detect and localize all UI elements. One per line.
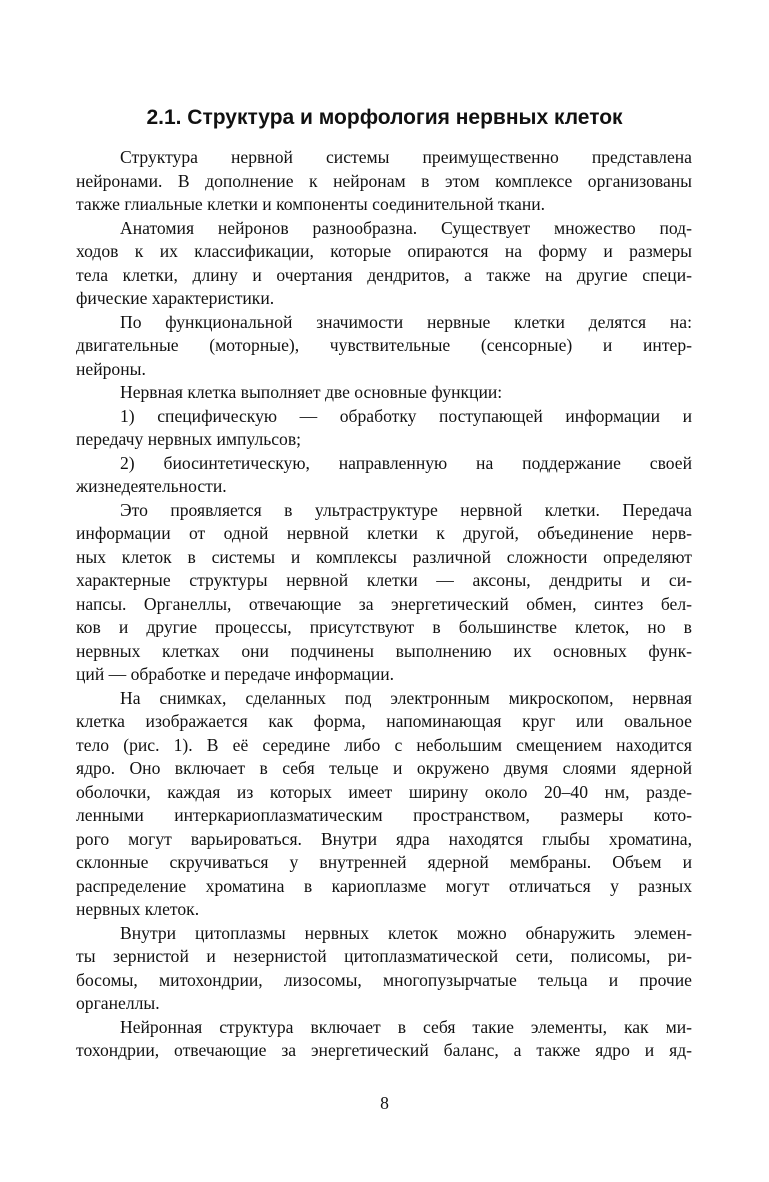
text-line: тохондрии, отвечающие за энергетический баланс, а также ядро и яд- [76, 1040, 692, 1060]
text-line: Нейронная структура включает в себя такие элементы, как ми- [120, 1016, 692, 1037]
text-line: оболочки, каждая из которых имеет ширину около 20–40 нм, разде- [76, 781, 692, 802]
text-line: ленными интеркариоплазматическим пространством, размеры кото- [76, 805, 692, 825]
text-line: Это проявляется в ультраструктуре нервной клетки. Передача [120, 499, 692, 520]
text-line: передачу нервных импульсов; [76, 429, 302, 449]
text-line: нейронами. В дополнение к нейронам в этом комплексе организованы [76, 170, 692, 191]
text-line: ходов к их классификации, которые опираются на форму и размеры [76, 241, 692, 261]
text-line: Внутри цитоплазмы нервных клеток можно обнаружить элемен- [120, 922, 692, 943]
text-line: фические характеристики. [76, 288, 275, 308]
text-line: нервных клеток. [76, 899, 200, 919]
text-line: нейроны. [76, 358, 146, 379]
text-line: тела клетки, длину и очертания дендритов, а также на другие специ- [76, 264, 692, 285]
text-line: рого могут варьироваться. Внутри ядра находятся глыбы хроматина, [76, 828, 692, 849]
section-heading: 2.1. Структура и морфология нервных клеток [146, 106, 623, 129]
text-line: Нервная клетка выполняет две основные функции: [120, 382, 503, 402]
text-line: ных клеток в системы и комплексы различной сложности определяют [76, 546, 692, 567]
text-line: босомы, митохондрии, лизосомы, многопузырчатые тельца и прочие [76, 969, 692, 990]
text-line: ков и другие процессы, присутствуют в большинстве клеток, но в [76, 617, 692, 637]
text-line: распределение хроматина в кариоплазме могут отличаться у разных [76, 875, 692, 896]
text-line: ядро. Оно включает в себя тельце и окружено двумя слоями ядерной [76, 758, 692, 778]
text-line: тело (рис. 1). В её середине либо с небольшим смещением находится [76, 734, 692, 755]
body-text [76, 146, 692, 1063]
text-line: склонные скручиваться у внутренней ядерной мембраны. Объем и [76, 852, 692, 872]
text-line: двигательные (моторные), чувствительные (сенсорные) и интер- [76, 335, 692, 355]
text-line: органеллы. [76, 993, 160, 1013]
text-line: клетка изображается как форма, напоминающая круг или овальное [76, 711, 692, 731]
text-line: жизнедеятельности. [76, 476, 227, 496]
text-line: ты зернистой и незернистой цитоплазматической сети, полисомы, ри- [76, 946, 692, 966]
text-line: Структура нервной системы преимущественно представлена [120, 147, 692, 167]
text-line: характерные структуры нервной клетки — аксоны, дендриты и си- [76, 570, 692, 590]
text-line: также глиальные клетки и компоненты соединительной ткани. [76, 194, 546, 214]
text-line: напсы. Органеллы, отвечающие за энергетический обмен, синтез бел- [76, 593, 692, 614]
page-number: 8 [380, 1093, 389, 1113]
text-line: 1) специфическую — обработку поступающей информации и [120, 405, 692, 426]
text-line: Анатомия нейронов разнообразна. Существует множество под- [120, 217, 692, 238]
text-line: 2) биосинтетическую, направленную на поддержание своей [120, 452, 692, 473]
text-line: По функциональной значимости нервные клетки делятся на: [120, 311, 692, 332]
text-line: На снимках, сделанных под электронным микроскопом, нервная [120, 687, 692, 708]
text-line: нервных клетках они подчинены выполнению их основных функ- [76, 640, 692, 661]
text-line: информации от одной нервной клетки к другой, объединение нерв- [76, 523, 692, 543]
text-line: ций — обработке и передаче информации. [76, 664, 395, 684]
